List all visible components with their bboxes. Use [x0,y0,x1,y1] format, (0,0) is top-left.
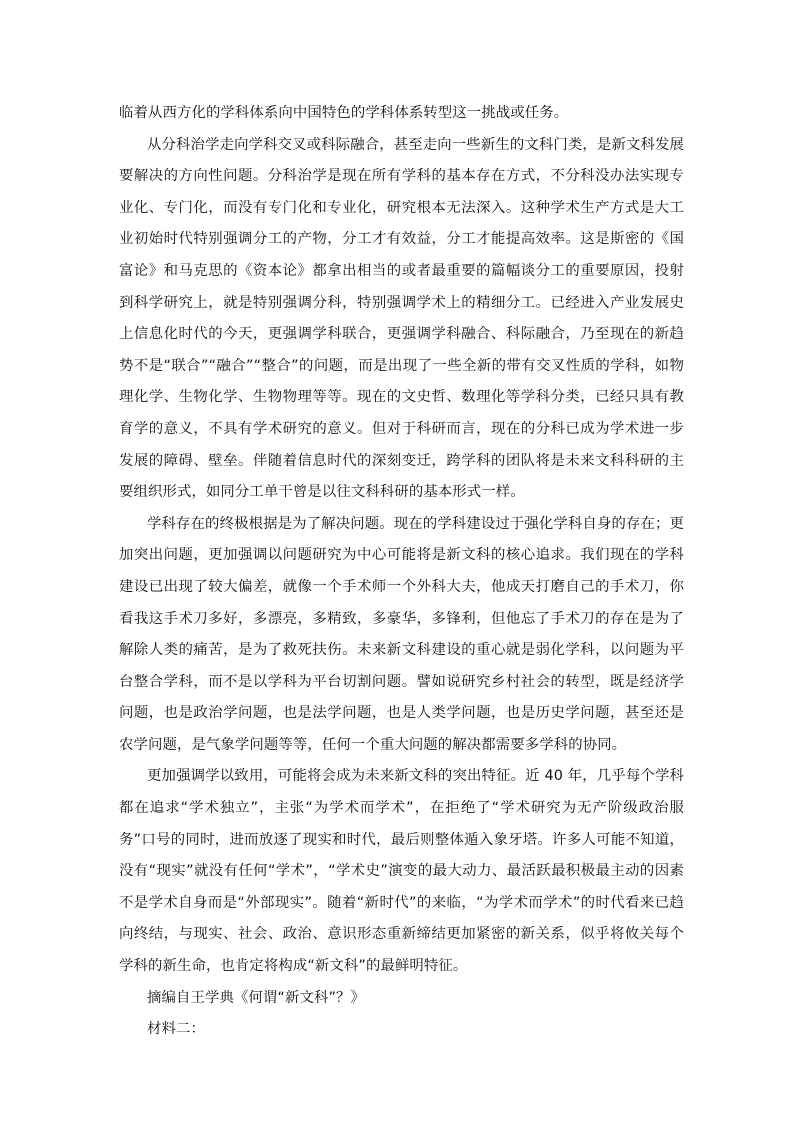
source-citation: 摘编自王学典《何谓“新文科”？》 [147,989,365,1006]
material-two-heading: 材料二： [147,1021,205,1038]
paragraph-interdisciplinary: 从分科治学走向学科交叉或科际融合，甚至走向一些新生的文科门类，是新文科发展要解决的方向性问题。分科治学是现在所有学科的基本存在方式，不分科没办法实现专业化、专门化，而没有专门化和专业化，研究根本无法深入。这种学术生产方式是大工业初始时代特别强调分工的产物，分工才有效益，分工才能提高效率。这是斯密的《国富论》和马克思的《资本论》都拿出相当的或者最重要的篇幅谈分工的重要原因，投射到科学研究上，就是特别强调分科，特别强调学术上的精细分工。已经进入产业发展史上信息化时代的今天，更强调学科联合，更强调学科融合、科际融合，乃至现在的新趋势不是“联合”“融合”“整合”的问题，而是出现了一些全新的带有交叉性质的学科，如物理化学、生物化学、生物物理等等。现在的文史哲、数理化等学科分类，已经只具有教育学的意义，不具有学术研究的意义。但对于科研而言，现在的分科已成为学术进一步发展的障碍、壁垒。伴随着信息时代的深刻变迁，跨学科的团队将是未来文科科研的主要组织形式，如同分工单干曾是以往文科科研的基本形式一样。 [119,136,684,501]
paragraph-problem-oriented: 学科存在的终极根据是为了解决问题。现在的学科建设过于强化学科自身的存在；更加突出问题，更加强调以问题研究为中心可能将是新文科的核心追求。我们现在的学科建设已出现了较大偏差，就像一个手术师一个外科大夫，他成天打磨自己的手术刀，你看我这手术刀多好，多漂亮，多精致，多豪华，多锋利，但他忘了手术刀的存在是为了解除人类的痛苦，是为了救死扶伤。未来新文科建设的重心就是弱化学科，以问题为平台整合学科，而不是以学科为平台切割问题。譬如说研究乡村社会的转型，既是经济学问题，也是政治学问题，也是法学问题，也是人类学问题，也是历史学问题，甚至还是农学问题，是气象学问题等等，任何一个重大问题的解决都需要多学科的协同。 [119,515,684,753]
paragraph-practical-use: 更加强调学以致用，可能将会成为未来新文科的突出特征。近 40 年，几乎每个学科都在追求“学术独立”，主张“为学术而学术”，在拒绝了“学术研究为无产阶级政治服务”口号的同时，进而放逐了现实和时代，最后则整体遁入象牙塔。许多人可能不知道，没有“现实”就没有任何“学术”，“学术史”演变的最大动力、最活跃最积极最主动的因素不是学术自身而是“外部现实”。随着“新时代”的来临，“为学术而学术”的时代看来已趋向终结，与现实、社会、政治、意识形态重新缔结更加紧密的新关系，似乎将攸关每个学科的新生命，也肯定将构成“新文科”的最鲜明特征。 [119,768,684,975]
paragraph-continuation: 临着从西方化的学科体系向中国特色的学科体系转型这一挑战或任务。 [119,105,569,121]
